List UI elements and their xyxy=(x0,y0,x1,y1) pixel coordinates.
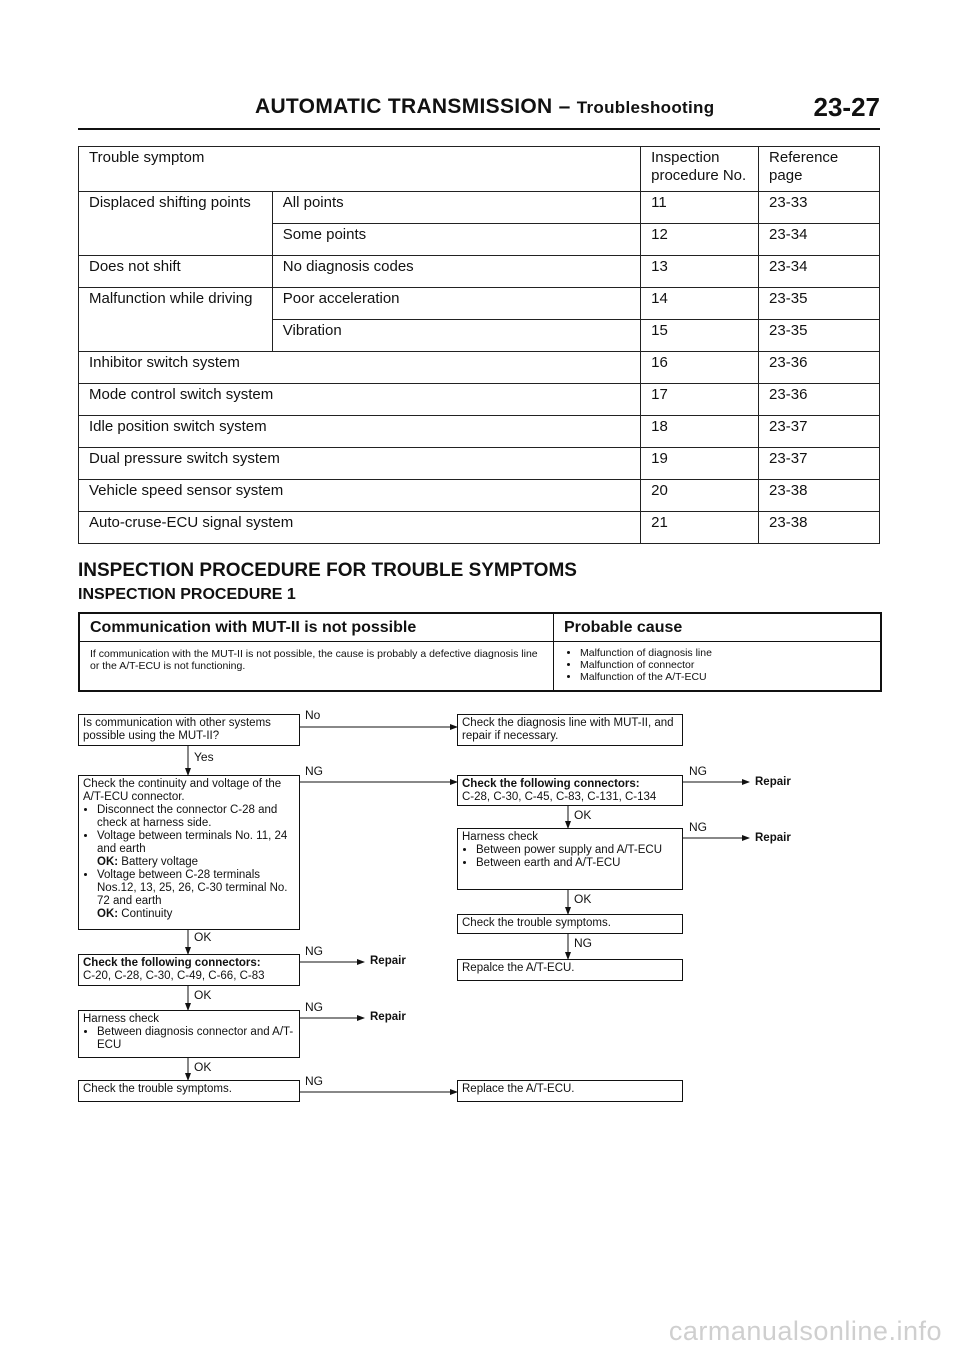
row-no: 15 xyxy=(641,320,759,352)
ok-value: Continuity xyxy=(121,908,173,920)
row-group: Dual pressure switch system xyxy=(79,448,641,480)
row-group: Mode control switch system xyxy=(79,384,641,416)
row-no: 14 xyxy=(641,288,759,320)
harness-item: • Between power supply and A/T-ECU xyxy=(476,844,678,857)
label-ng: NG xyxy=(305,1074,323,1088)
label-yes: Yes xyxy=(194,750,214,764)
flow-box-replace-2: Replace the A/T-ECU. xyxy=(457,1080,683,1102)
flow-box-left-connectors xyxy=(78,954,300,986)
flow-box-continuity xyxy=(78,775,300,930)
flow-box-right-harness xyxy=(457,828,683,890)
row-ref: 23-38 xyxy=(759,480,880,512)
header-inspection-no: Inspection procedure No. xyxy=(641,147,759,192)
header-reference-page: Reference page xyxy=(759,147,880,192)
label-ok: OK xyxy=(574,892,592,906)
flow-box-diag-line: Check the diagnosis line with MUT-II, and repair if necessary. xyxy=(457,714,683,746)
row-group: Inhibitor switch system xyxy=(79,352,641,384)
continuity-title: Check the continuity and voltage of the A/T-ECU connector. xyxy=(83,778,282,803)
flow-box-right-connectors xyxy=(457,775,683,806)
flow-box-left-harness xyxy=(78,1010,300,1058)
label-ok: OK xyxy=(574,808,592,822)
row-ref: 23-37 xyxy=(759,448,880,480)
title-subtitle: Troubleshooting xyxy=(576,98,715,117)
section-title: INSPECTION PROCEDURE FOR TROUBLE SYMPTOMS xyxy=(78,560,577,581)
flow-box-replace-1: Repalce the A/T-ECU. xyxy=(457,959,683,981)
label-ng: NG xyxy=(574,936,592,950)
row-no: 16 xyxy=(641,352,759,384)
row-item: Vibration xyxy=(272,320,640,352)
title-main: AUTOMATIC TRANSMISSION xyxy=(255,95,553,118)
continuity-item-text: Voltage between terminals No. 11, 24 and earth xyxy=(97,830,288,855)
row-item: Poor acceleration xyxy=(272,288,640,320)
row-group: Vehicle speed sensor system xyxy=(79,480,641,512)
ok-label: OK: xyxy=(97,856,119,868)
watermark-text: carmanualsonline.info xyxy=(668,1316,942,1346)
row-group: Malfunction while driving xyxy=(79,288,273,352)
cause-item: • Malfunction of the A/T-ECU xyxy=(580,671,870,683)
continuity-item xyxy=(97,869,295,921)
row-item: No diagnosis codes xyxy=(272,256,640,288)
label-ng: NG xyxy=(689,764,707,778)
row-no: 19 xyxy=(641,448,759,480)
harness-item: • Between earth and A/T-ECU xyxy=(476,857,678,870)
row-no: 17 xyxy=(641,384,759,416)
row-ref: 23-37 xyxy=(759,416,880,448)
row-group: Displaced shifting points xyxy=(79,192,273,256)
cause-header: Probable cause xyxy=(554,614,880,642)
harness-item: • Between diagnosis connector and A/T-ECU xyxy=(97,1026,295,1052)
continuity-item xyxy=(97,830,295,869)
row-ref: 23-34 xyxy=(759,256,880,288)
flow-box-left-trouble: Check the trouble symptoms. xyxy=(78,1080,300,1102)
label-repair: Repair xyxy=(755,832,791,844)
symptom-description: If communication with the MUT-II is not possible, the cause is probably a defective diagnosis line or the A/T-ECU is not functioning. xyxy=(80,642,554,690)
continuity-item: • Disconnect the connector C-28 and check at harness side. xyxy=(97,804,295,830)
ok-value: Battery voltage xyxy=(121,856,199,868)
page-number: 23-27 xyxy=(813,92,880,122)
symptom-header: Communication with MUT-II is not possible xyxy=(80,614,554,642)
row-ref: 23-35 xyxy=(759,288,880,320)
row-ref: 23-38 xyxy=(759,512,880,544)
label-repair: Repair xyxy=(755,776,791,788)
row-group: Does not shift xyxy=(79,256,273,288)
row-item: All points xyxy=(272,192,640,224)
connectors-list: C-20, C-28, C-30, C-49, C-66, C-83 xyxy=(83,970,265,982)
label-ng: NG xyxy=(305,1000,323,1014)
connectors-title: Check the following connectors: xyxy=(462,778,640,790)
procedure-title: INSPECTION PROCEDURE 1 xyxy=(78,586,296,603)
row-no: 21 xyxy=(641,512,759,544)
row-ref: 23-36 xyxy=(759,384,880,416)
row-ref: 23-36 xyxy=(759,352,880,384)
ok-label: OK: xyxy=(97,908,119,920)
label-repair: Repair xyxy=(370,1011,406,1023)
cause-item: • Malfunction of connector xyxy=(580,659,870,671)
row-no: 13 xyxy=(641,256,759,288)
row-item: Some points xyxy=(272,224,640,256)
row-group: Auto-cruse-ECU signal system xyxy=(79,512,641,544)
row-no: 11 xyxy=(641,192,759,224)
label-repair: Repair xyxy=(370,955,406,967)
label-ok: OK xyxy=(194,988,212,1002)
label-ok: OK xyxy=(194,930,212,944)
connectors-list: C-28, C-30, C-45, C-83, C-131, C-134 xyxy=(462,791,657,803)
harness-title: Harness check xyxy=(83,1013,160,1025)
label-ng: NG xyxy=(305,944,323,958)
cause-item: • Malfunction of diagnosis line xyxy=(580,647,870,659)
row-ref: 23-33 xyxy=(759,192,880,224)
label-ok: OK xyxy=(194,1060,212,1074)
row-ref: 23-34 xyxy=(759,224,880,256)
row-no: 18 xyxy=(641,416,759,448)
label-no: No xyxy=(305,708,321,722)
harness-title: Harness check xyxy=(462,831,539,843)
flow-box-q1: Is communication with other systems possible using the MUT-II? xyxy=(78,714,300,746)
label-ng: NG xyxy=(689,820,707,834)
header-trouble-symptom: Trouble symptom xyxy=(79,147,641,192)
row-group: Idle position switch system xyxy=(79,416,641,448)
flow-box-right-trouble: Check the trouble symptoms. xyxy=(457,914,683,934)
label-ng: NG xyxy=(305,764,323,778)
connectors-title: Check the following connectors: xyxy=(83,957,261,969)
row-no: 20 xyxy=(641,480,759,512)
continuity-item-text: Voltage between C-28 terminals Nos.12, 13, 25, 26, C-30 terminal No. 72 and earth xyxy=(97,869,288,907)
row-no: 12 xyxy=(641,224,759,256)
title-dash: – xyxy=(558,95,571,118)
row-ref: 23-35 xyxy=(759,320,880,352)
